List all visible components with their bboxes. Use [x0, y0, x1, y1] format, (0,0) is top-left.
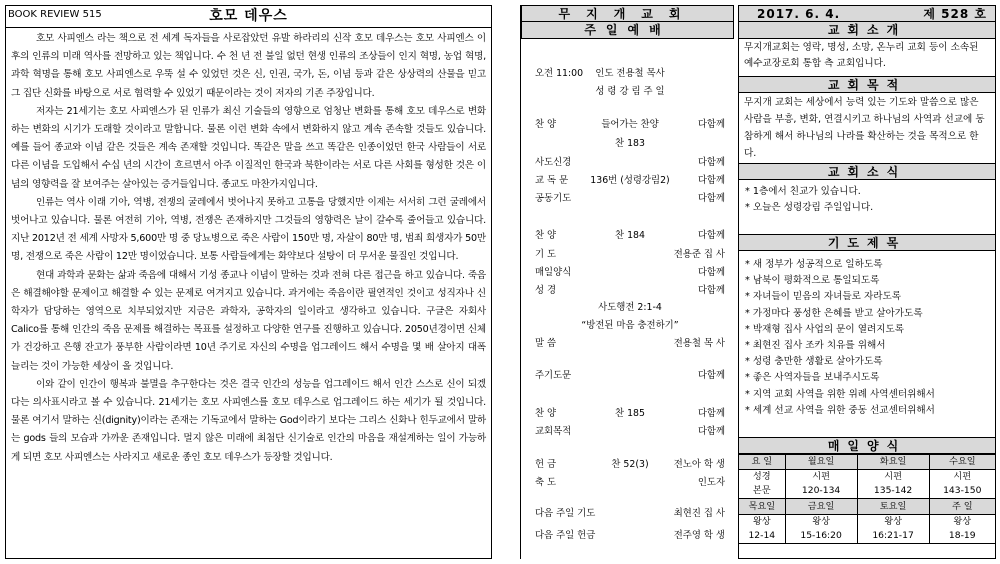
service-item-label: 다음 주일 기도 [535, 508, 596, 519]
service-item-label: 다음 주일 헌금 [535, 530, 596, 541]
worship-title-bar: 주일예배 [521, 22, 734, 39]
review-body [6, 28, 491, 467]
bulletin-date: 2017. 6. 4. [757, 7, 841, 21]
church-name-bar: 무지개교회 [521, 5, 734, 22]
service-order-row [535, 229, 725, 243]
schedule-cell-line: 목요일 [748, 500, 776, 512]
service-item-label: 기 도 [535, 249, 557, 260]
prayer-item: * 최현진 집사 조카 치유를 위해서 [745, 340, 886, 352]
schedule-cell-line: 본문 [752, 485, 771, 497]
service-item-label: 매일양식 [535, 267, 572, 278]
review-series-label: BOOK REVIEW 515 [8, 9, 102, 20]
news-item: * 오늘은 성령강림 주일입니다. [745, 202, 874, 214]
bulletin-info-panel [738, 5, 996, 559]
service-order-row [535, 425, 725, 439]
service-item-leader: 전용준 집 사 [673, 249, 725, 260]
schedule-cell [929, 470, 995, 499]
purpose-text: 무지개 교회는 세상에서 능력 있는 기도와 말씀으로 많은 사람을 부흥, 변화, 연결시키고 하나님의 사역과 선교에 동참하게 해서 하나님의 나라를 확산하는 것을 목적으로 한다. [744, 97, 985, 159]
service-item-label: 교회목적 [535, 426, 572, 437]
schedule-cell-line: 시편 [812, 471, 830, 483]
service-order-row [535, 266, 725, 280]
schedule-cell-line: 왕상 [953, 515, 972, 527]
schedule-cell [857, 514, 929, 543]
service-item-detail: 찬 183 [615, 138, 645, 149]
prayer-title-bar: 기도제목 [739, 234, 995, 251]
intro-text: 무지개교회는 영락, 명성, 소망, 온누리 교회 등이 소속된 예수교장로회 통합 측 교회입니다. [744, 42, 979, 69]
schedule-cell-line: 금요일 [807, 500, 835, 512]
service-order-row [535, 192, 725, 206]
service-item-label: 찬 양 [535, 230, 557, 241]
schedule-cell-line: 요 일 [751, 456, 773, 468]
date-issue-bar [739, 5, 995, 22]
service-item-label: 주기도문 [535, 370, 572, 381]
schedule-cell-line: 왕상 [812, 515, 830, 527]
service-item-label: 오전 11:00 [535, 68, 584, 79]
service-item-detail: 인도 전용철 목사 [595, 68, 665, 79]
schedule-cell [739, 455, 785, 470]
service-order-row [535, 407, 725, 421]
service-item-detail: 찬 52(3) [611, 459, 649, 470]
schedule-row [739, 499, 995, 514]
service-item-leader: 다함께 [697, 175, 725, 186]
service-item-detail: 성 령 강 림 주 일 [595, 86, 665, 97]
service-order-row [535, 476, 725, 490]
review-paragraph: 이와 같이 인간이 행복과 불멸을 추구한다는 것은 결국 인간의 성능을 업그레이드 해서 인간 스스로 신이 되겠다는 의사표시라고 볼 수 있습니다. 21세기는 호모 사피엔스를 호모 데우스로 업그레이드 하는 세기가 될 것입니다. 물론 여기서 말하는 신(dignity)이라는 존재는 기독교에서 말하는 God이라기 보다는 그리스 신화나 힌두교에서 말하는 gods 들의 모습과 가까운 존재입니다. 멀지 않은 미래에 최첨단 신기술로 인간의 마음을 재설계하는 일이 가능하게 되면 호모 사피엔스는 사라지고 새로운 종인 호모 데우스가 등장할 것입니다. [11, 378, 486, 463]
service-order-row [535, 248, 725, 262]
review-paragraph: 현대 과학과 문화는 삶과 죽음에 대해서 기성 종교나 이념이 말하는 것과 전혀 다른 접근을 하고 있습니다. 죽음은 해결해야할 문제이고 해결할 수 있는 문제로 여겨지고 있습니다. 과거에는 죽음이란 필연적인 것이고 성직자나 신학자가 담당하는 영역으로 치부되었지만 지금은 과학자, 공학자의 일이라고 생각하고 있습니다. 구글은 자회사 Calico를 통해 인간의 죽음 문제를 해결하는 목표를 설정하고 다양한 연구를 진행하고 있습니다. 2050년경이면 신체가 건강하고 은행 잔고가 풍부한 사람이라면 10년 주기로 자신의 수명을 업그레이드 해서 수명을 몇 배 살아지 대폭 늘리는 것이 가능한 세상이 올 것입니다. [11, 269, 486, 372]
schedule-cell [739, 514, 785, 543]
schedule-cell-line: 시편 [953, 471, 972, 483]
service-order-row [535, 156, 725, 170]
service-order-row [535, 118, 725, 132]
service-item-leader: 다함께 [697, 408, 725, 419]
service-order-row [535, 529, 725, 543]
service-order-row [535, 67, 725, 81]
prayer-item: * 좋은 사역자들을 보내주시도록 [745, 372, 880, 384]
service-item-leader: 전노아 학 생 [673, 459, 725, 470]
schedule-cell-line: 시편 [884, 471, 902, 483]
schedule-cell-line: 18-19 [948, 529, 976, 541]
schedule-cell [785, 470, 857, 499]
service-item-leader: 최현진 집 사 [673, 508, 725, 519]
service-item-leader: 다함께 [697, 285, 725, 296]
service-order-row [535, 174, 725, 188]
intro-title-bar: 교회소개 [739, 22, 995, 39]
schedule-cell-line: 화요일 [879, 456, 907, 468]
review-header [6, 6, 491, 28]
news-item: * 1층에서 친교가 있습니다. [745, 186, 861, 197]
service-item-leader: 전주영 학 생 [673, 530, 725, 541]
service-item-label: 축 도 [535, 477, 557, 488]
service-item-leader: 다함께 [697, 119, 725, 130]
schedule-cell [857, 499, 929, 514]
schedule-cell-line: 143-150 [943, 485, 982, 497]
schedule-cell-line: 16:21-17 [872, 529, 914, 541]
service-item-detail: 들어가는 찬양 [601, 119, 659, 130]
purpose-title-bar: 교회목적 [739, 76, 995, 93]
schedule-cell-line: 주 일 [951, 500, 973, 512]
service-item-detail: 사도행전 2:1-4 [598, 302, 662, 313]
service-order-row [535, 319, 725, 333]
prayer-item: * 박재형 집사 사업의 문이 열려지도록 [745, 323, 905, 335]
service-order-row [535, 369, 725, 383]
service-item-detail: 찬 185 [615, 408, 645, 419]
schedule-cell-line: 수요일 [948, 456, 976, 468]
review-title: 호모 데우스 [209, 8, 288, 24]
service-item-detail: 찬 184 [615, 230, 645, 241]
schedule-cell-line: 15-16:20 [800, 529, 842, 541]
schedule-cell [857, 455, 929, 470]
service-item-label: 사도신경 [535, 157, 572, 168]
news-title-bar: 교회소식 [739, 163, 995, 180]
prayer-item: * 세계 선교 사역을 위한 중동 선교센터위해서 [745, 404, 935, 416]
schedule-cell [929, 514, 995, 543]
service-order-row [535, 284, 725, 298]
review-paragraph: 저자는 21세기는 호모 사피엔스가 된 인류가 최신 기술들의 영향으로 엄청난 변화를 통해 호모 데우스로 변화하는 변화의 시기가 도래할 것이라고 말합니다. 물론 이런 변화 속에서 변화하지 않고 계속 존속할 것들도 있습니다. 예를 들어 종교와 이념 같은 것들은 계속 존재할 것입니다. 똑같은 말을 쓰고 똑같은 인종이었던 한국 사람들이 서로 다른 이념을 도입해서 수십 년의 시간이 흐르면서 아주 이질적인 한국과 북한이라는 서로 다른 사회를 형성한 것은 이념의 영향력을 잘 보여주는 살아있는 증거들입니다. 종교도 마찬가지입니다. [11, 105, 486, 190]
review-paragraph: 인류는 역사 이래 기아, 역병, 전쟁의 굴레에서 벗어나지 못하고 고통을 당했지만 이제는 서서히 그런 굴레에서 벗어나고 있습니다. 물론 여전히 기아, 역병, 전쟁은 존재하지만 그것들의 영향력은 날이 갈수록 줄어들고 있습니다. 지난 2012년 전 세계 사망자 5,600만 명 중 당뇨병으로 죽은 사람이 150만 명, 자살이 80만 명, 범죄 희생자가 50만 명, 전쟁으로 죽은 사람이 12만 명이었습니다. 보통 사람들에게는 화약보다 설탕이 더 무서운 물질인 것입니다. [11, 196, 486, 263]
prayer-item: * 성령 충만한 생활로 살아가도록 [745, 356, 883, 368]
service-order-row [535, 137, 725, 151]
service-item-label: 교 독 문 [535, 175, 569, 186]
schedule-cell-line: 월요일 [807, 456, 835, 468]
service-item-leader: 인도자 [697, 477, 725, 488]
prayer-item: * 지역 교회 사역을 위한 위례 사역센터위해서 [745, 388, 935, 400]
schedule-cell-line: 135-142 [873, 485, 913, 497]
schedule-cell [785, 455, 857, 470]
prayer-item: * 남북이 평화적으로 통일되도록 [745, 275, 880, 287]
prayer-item: * 가정마다 풍성한 은혜를 받고 살아가도록 [745, 307, 923, 319]
schedule-cell-line: 120-134 [801, 485, 841, 497]
service-item-leader: 다함께 [697, 426, 725, 437]
schedule-cell-line: 왕상 [752, 515, 771, 527]
schedule-cell [739, 499, 785, 514]
schedule-cell [929, 499, 995, 514]
service-item-leader: 전용철 목 사 [673, 338, 725, 349]
service-order-row [535, 507, 725, 521]
schedule-cell-line: 토요일 [879, 500, 907, 512]
schedule-cell [785, 514, 857, 543]
service-item-label: 공동기도 [535, 193, 572, 204]
schedule-cell-line: 12-14 [748, 529, 776, 541]
service-item-detail: “방전된 마음 충전하기” [581, 320, 679, 331]
book-review-panel [5, 5, 492, 559]
issue-number: 제 528 호 [923, 7, 987, 21]
schedule-cell [785, 499, 857, 514]
service-item-label: 헌 금 [535, 459, 557, 470]
schedule-cell [929, 455, 995, 470]
schedule-row [739, 514, 995, 543]
prayer-item: * 자녀들이 믿음의 자녀들로 자라도록 [745, 291, 902, 303]
daily-bread-schedule [739, 454, 995, 544]
review-paragraph: 호모 사피엔스 라는 책으로 전 세계 독자들을 사로잡았던 유발 하라리의 신작 호모 데우스는 호모 사피엔스 이후의 인류의 미래 역사를 전망하고 있는 책입니다. 수 천 년 전 불일 없던 현생 인류의 조상들이 인지 혁명, 농업 혁명, 과학 혁명을 통해 호모 사피엔스로 우뚝 설 수 있었던 것은 신, 인권, 국가, 돈, 이념 등과 같은 상상력의 산물을 믿고 그 집단 신화를 바탕으로 서로 협력할 수 있었기 때문이라는 것이 저자의 기존 주장입니다. [11, 33, 486, 99]
schedule-row [739, 455, 995, 470]
schedule-cell-line: 왕상 [884, 515, 902, 527]
schedule-row [739, 470, 995, 499]
service-order-row [535, 85, 725, 99]
service-item-leader: 다함께 [697, 267, 725, 278]
service-item-leader: 다함께 [697, 230, 725, 241]
prayer-list [739, 251, 995, 437]
service-order-panel [520, 5, 733, 559]
service-item-leader: 다함께 [697, 157, 725, 168]
service-item-label: 말 씀 [535, 338, 557, 349]
schedule-cell [739, 470, 785, 499]
service-order-row [535, 337, 725, 351]
prayer-item: * 새 정부가 성공적으로 일하도록 [745, 259, 883, 270]
service-item-label: 찬 양 [535, 119, 557, 130]
daily-bread-title-bar: 매일양식 [739, 437, 995, 454]
service-item-leader: 다함께 [697, 193, 725, 204]
schedule-cell [857, 470, 929, 499]
service-item-label: 성 경 [535, 285, 557, 296]
service-order-row [535, 458, 725, 472]
service-item-leader: 다함께 [697, 370, 725, 381]
service-item-detail: 136번 (성령강림2) [590, 175, 670, 186]
news-list [739, 180, 995, 234]
schedule-cell-line: 성경 [752, 471, 771, 483]
service-order-row [535, 301, 725, 315]
service-item-label: 찬 양 [535, 408, 557, 419]
